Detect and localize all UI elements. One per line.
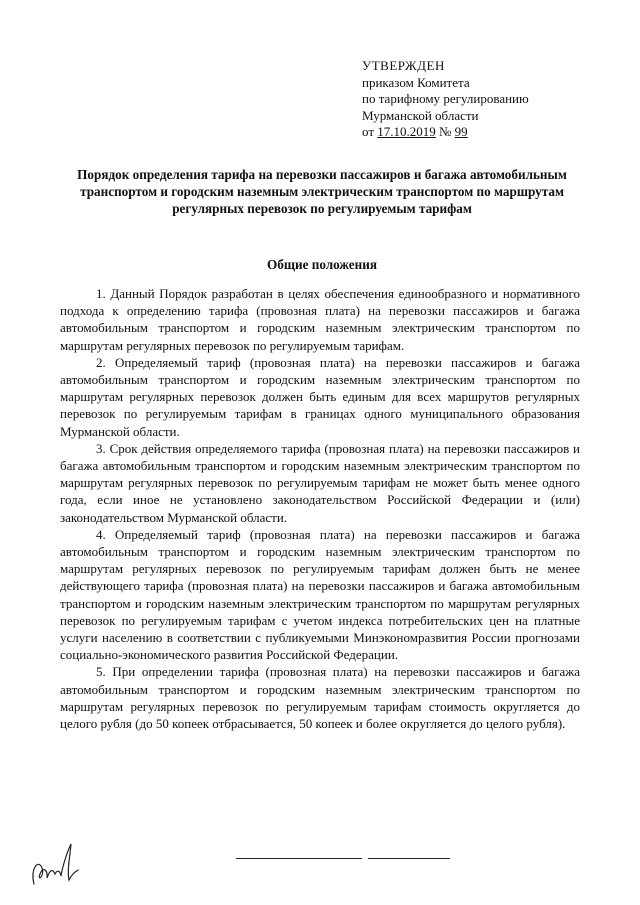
section-title: Общие положения	[267, 257, 377, 272]
approval-line-2: по тарифному регулированию	[362, 91, 529, 106]
paragraph-5: 5. При определении тарифа (провозная плата) на перевозки пассажиров и багажа автомобильным транспортом и городским наземным электрическим транспортом по маршрутам регулярных перевозок по регулируемым тарифам стоимость округляется до целого рубля (до 50 копеек отбрасывается, 50 копеек и более округляется до целого рубля).	[60, 664, 580, 732]
document-body	[60, 285, 580, 732]
document-title: Порядок определения тарифа на перевозки пассажиров и багажа автомобильным транспортом и городским наземным электрическим транспортом по маршрутам регулярных перевозок по регулируемым тарифам	[77, 167, 567, 216]
approval-number: 99	[454, 124, 468, 139]
signature-line-3	[368, 858, 450, 859]
paragraph-4: 4. Определяемый тариф (провозная плата) на перевозки пассажиров и багажа автомобильным транспортом и городским наземным электрическим транспортом по маршрутам регулярных перевозок по регулируемым тарифам должен быть не менее действующего тарифа (провозная плата) на перевозки пассажиров и багажа автомобильным транспортом и городским наземным электрическим транспортом по маршрутам регулярных перевозок по регулируемым тарифам с учетом индекса потребительских цен на платные услуги населению в соответствии с публикуемыми Минэкономразвития России прогнозами социально-экономического развития Российской Федерации.	[60, 526, 580, 663]
paragraph-2: 2. Определяемый тариф (провозная плата) на перевозки пассажиров и багажа автомобильным транспортом и городским наземным электрическим транспортом по маршрутам регулярных перевозок должен быть единым для всех маршрутов регулярных перевозок по регулируемым тарифам в границах одного муниципального образования Мурманской области.	[60, 354, 580, 439]
approval-line-1: приказом Комитета	[362, 74, 470, 90]
signature-line-1	[236, 858, 300, 859]
paragraph-3: 3. Срок действия определяемого тарифа (провозная плата) на перевозки пассажиров и багажа автомобильным транспортом и городским наземным электрическим транспортом по маршрутам регулярных перевозок по регулируемым тарифам не может быть менее одного года, если иное не установлено законодательством Российской Федерации и (или) законодательством Мурманской области.	[60, 440, 580, 525]
handwritten-signature	[28, 840, 82, 890]
approval-number-sign: №	[435, 124, 455, 139]
signature-line-2	[300, 858, 362, 859]
paragraph-1: 1. Данный Порядок разработан в целях обеспечения единообразного и нормативного подхода к определению тарифа (провозная плата) на перевозки пассажиров и багажа автомобильным транспортом и городским наземным электрическим транспортом по маршрутам регулярных перевозок по регулируемым тарифам.	[60, 286, 580, 353]
approval-date-line	[362, 124, 622, 141]
approval-stamp	[362, 58, 622, 141]
approval-heading: УТВЕРЖДЕН	[362, 58, 445, 73]
approval-date: 17.10.2019	[377, 124, 436, 139]
approval-date-prefix: от	[362, 124, 378, 139]
approval-line-3: Мурманской области	[362, 107, 479, 123]
